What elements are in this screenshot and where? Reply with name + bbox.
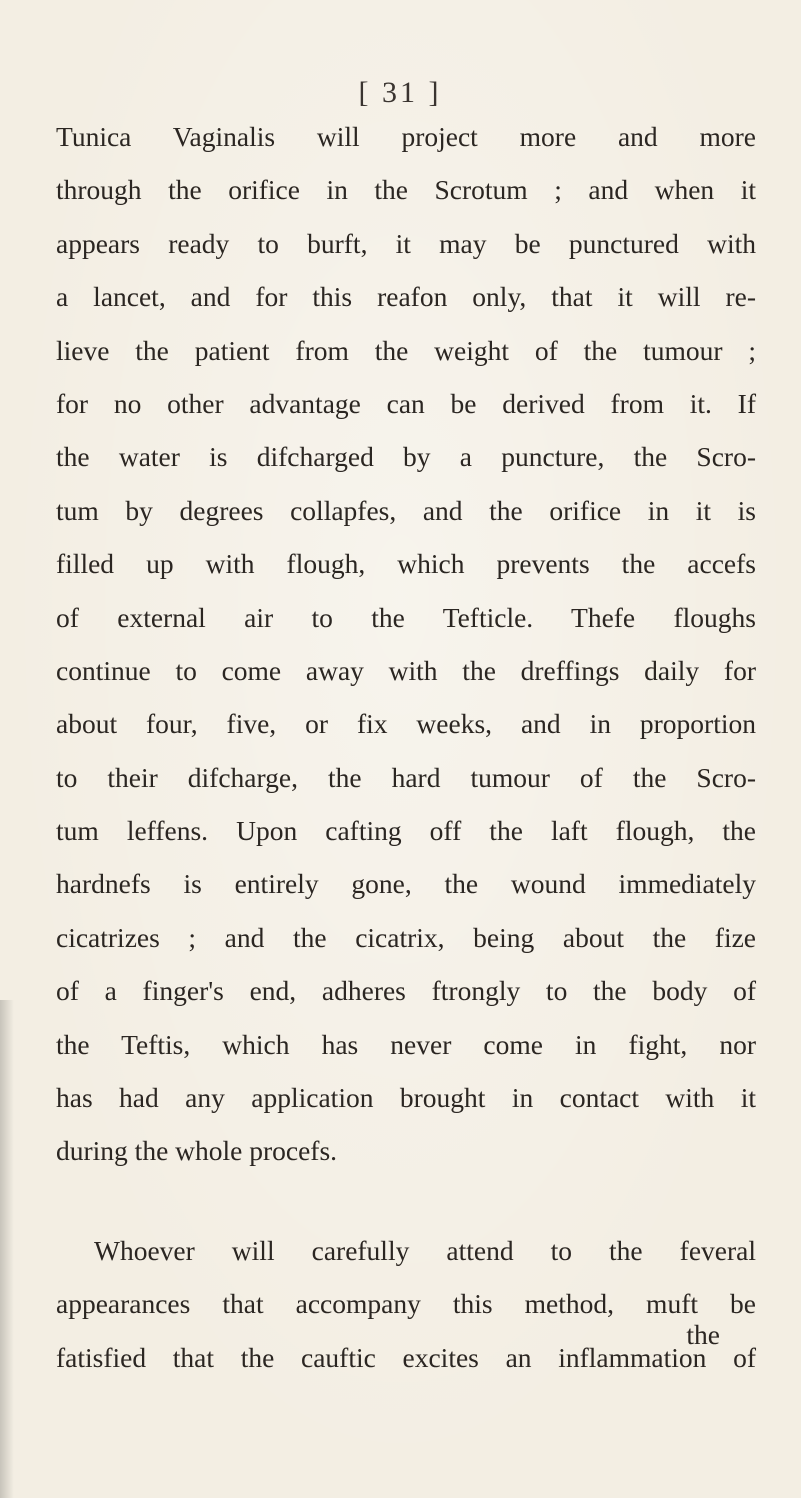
text-line: a lancet, and for this reafon only, that it will re- [56, 281, 756, 313]
catchword: the [686, 1319, 720, 1350]
text-line: tum leffens. Upon cafting off the laft flough, the [56, 815, 756, 847]
text-line: of external air to the Tefticle. Thefe floughs [56, 601, 756, 633]
body-text [56, 110, 756, 1384]
paragraph-gap [56, 1178, 756, 1224]
text-line: to their difcharge, the hard tumour of the Scro- [56, 761, 756, 793]
gutter-shadow [0, 1000, 14, 1498]
text-line: tum by degrees collapfes, and the orifice in it is [56, 494, 756, 526]
text-line: through the orifice in the Scrotum ; and when it [56, 174, 756, 206]
text-line: the water is difcharged by a puncture, the Scro- [56, 441, 756, 473]
text-line: about four, five, or fix weeks, and in proportion [56, 708, 756, 740]
text-line: the Teftis, which has never come in fight, nor [56, 1028, 756, 1060]
text-line: during the whole procefs. [56, 1135, 338, 1167]
text-line: lieve the patient from the weight of the tumour ; [56, 334, 756, 366]
text-line: Tunica Vaginalis will project more and more [56, 121, 756, 152]
text-line: filled up with flough, which prevents the accefs [56, 548, 756, 580]
text-line: hardnefs is entirely gone, the wound immediately [56, 868, 756, 900]
text-line: appearances that accompany this method, muft be [56, 1288, 756, 1320]
text-line: continue to come away with the dreffings daily for [56, 654, 756, 686]
text-line: appears ready to burft, it may be punctured with [56, 227, 756, 259]
text-line: fatisfied that the cauftic excites an inflammation of [56, 1341, 756, 1373]
text-line: of a finger's end, adheres ftrongly to the body of [56, 975, 756, 1007]
page-number: [ 31 ] [358, 76, 442, 109]
text-line: has had any application brought in contact with it [56, 1082, 756, 1114]
text-line: for no other advantage can be derived from it. If [56, 387, 756, 419]
text-line: cicatrizes ; and the cicatrix, being about the fize [56, 921, 756, 953]
text-line: Whoever will carefully attend to the feveral [94, 1234, 756, 1266]
